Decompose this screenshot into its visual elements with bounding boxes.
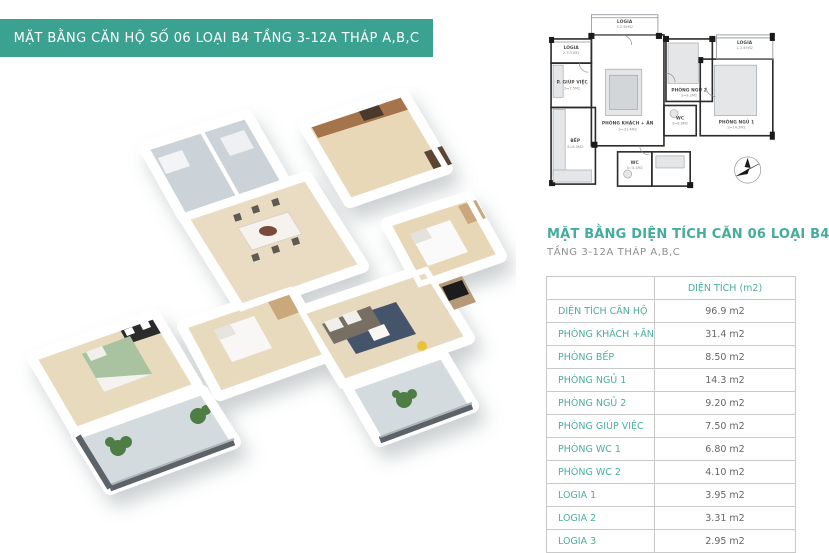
area-section-title: MẶT BẰNG DIỆN TÍCH CĂN 06 LOẠI B4 bbox=[547, 227, 829, 242]
table-row bbox=[547, 392, 796, 415]
room-label: BẾP bbox=[570, 138, 581, 144]
area-value-cell: 3.31 m2 bbox=[655, 507, 796, 530]
area-value-cell: 6.80 m2 bbox=[655, 438, 796, 461]
room-label: WC bbox=[630, 160, 639, 166]
room-area: S=8.5M2 bbox=[567, 144, 584, 149]
area-value-cell: 9.20 m2 bbox=[655, 392, 796, 415]
area-value-cell: 4.10 m2 bbox=[655, 461, 796, 484]
area-value-cell: 31.4 m2 bbox=[655, 323, 796, 346]
room-area: S=14.3M2 bbox=[727, 125, 746, 130]
area-table bbox=[546, 276, 796, 553]
table-row bbox=[547, 323, 796, 346]
page-title: MẶT BẰNG CĂN HỘ SỐ 06 LOẠI B4 TẦNG 3-12A THÁP A,B,C bbox=[13, 30, 420, 46]
room-label-cell: PHÒNG WC 1 bbox=[547, 438, 655, 461]
table-row bbox=[547, 461, 796, 484]
room-label-cell: PHÒNG BẾP bbox=[547, 346, 655, 369]
header-banner bbox=[0, 19, 433, 57]
room-label: PHÒNG NGỦ 2 bbox=[671, 88, 707, 94]
room-label: PHÒNG NGỦ 1 bbox=[718, 120, 755, 126]
room-label-cell: LOGIA 2 bbox=[547, 507, 655, 530]
area-header-cell: DIỆN TÍCH (m2) bbox=[655, 277, 796, 300]
table-row bbox=[547, 438, 796, 461]
room-label-cell: PHÒNG NGỦ 2 bbox=[547, 392, 655, 415]
room-area: S=4.1M2 bbox=[626, 165, 643, 170]
floor-plan-3d bbox=[6, 86, 516, 548]
table-row bbox=[547, 346, 796, 369]
room-label-cell: DIỆN TÍCH CĂN HỘ bbox=[547, 300, 655, 323]
area-section-subtitle: TẦNG 3-12A THÁP A,B,C bbox=[547, 247, 681, 258]
room-label-cell: PHÒNG GIÚP VIỆC bbox=[547, 415, 655, 438]
room-area: 2-3.31M2 bbox=[562, 51, 580, 56]
room-label: WC bbox=[676, 116, 685, 122]
table-row bbox=[547, 369, 796, 392]
area-value-cell: 7.50 m2 bbox=[655, 415, 796, 438]
table-row bbox=[547, 530, 796, 553]
mini-floor-plan bbox=[543, 10, 795, 208]
table-row bbox=[547, 507, 796, 530]
room-label: LOGIA bbox=[616, 19, 633, 25]
room-label-cell: PHÒNG KHÁCH +ĂN bbox=[547, 323, 655, 346]
room-label-cell: LOGIA 1 bbox=[547, 484, 655, 507]
room-area: S=6.8M2 bbox=[672, 121, 689, 126]
room-label-cell: LOGIA 3 bbox=[547, 530, 655, 553]
room-label-cell: PHÒNG WC 2 bbox=[547, 461, 655, 484]
room-label: P. GIÚP VIỆC bbox=[556, 80, 588, 86]
room-area: 1-3.95M2 bbox=[736, 46, 753, 51]
table-row bbox=[547, 415, 796, 438]
room-label: LOGIA bbox=[563, 46, 579, 52]
room-label-cell: PHÒNG NGỦ 1 bbox=[547, 369, 655, 392]
room-label: LOGIA bbox=[736, 40, 753, 46]
area-value-cell: 2.95 m2 bbox=[655, 530, 796, 553]
room-label: PHÒNG KHÁCH + ĂN bbox=[601, 121, 654, 127]
empty-header-cell bbox=[547, 277, 655, 300]
room-area: S=9.2M2 bbox=[681, 93, 698, 98]
area-value-cell: 96.9 m2 bbox=[655, 300, 796, 323]
table-row bbox=[547, 300, 796, 323]
room-area: S=7.5M2 bbox=[564, 86, 581, 91]
table-row bbox=[547, 484, 796, 507]
room-area: S=31.4M2 bbox=[618, 127, 637, 132]
area-value-cell: 8.50 m2 bbox=[655, 346, 796, 369]
area-value-cell: 14.3 m2 bbox=[655, 369, 796, 392]
table-header-row bbox=[547, 277, 796, 300]
compass-icon bbox=[735, 157, 761, 183]
area-value-cell: 3.95 m2 bbox=[655, 484, 796, 507]
room-area: 3-2.95M2 bbox=[616, 24, 633, 29]
